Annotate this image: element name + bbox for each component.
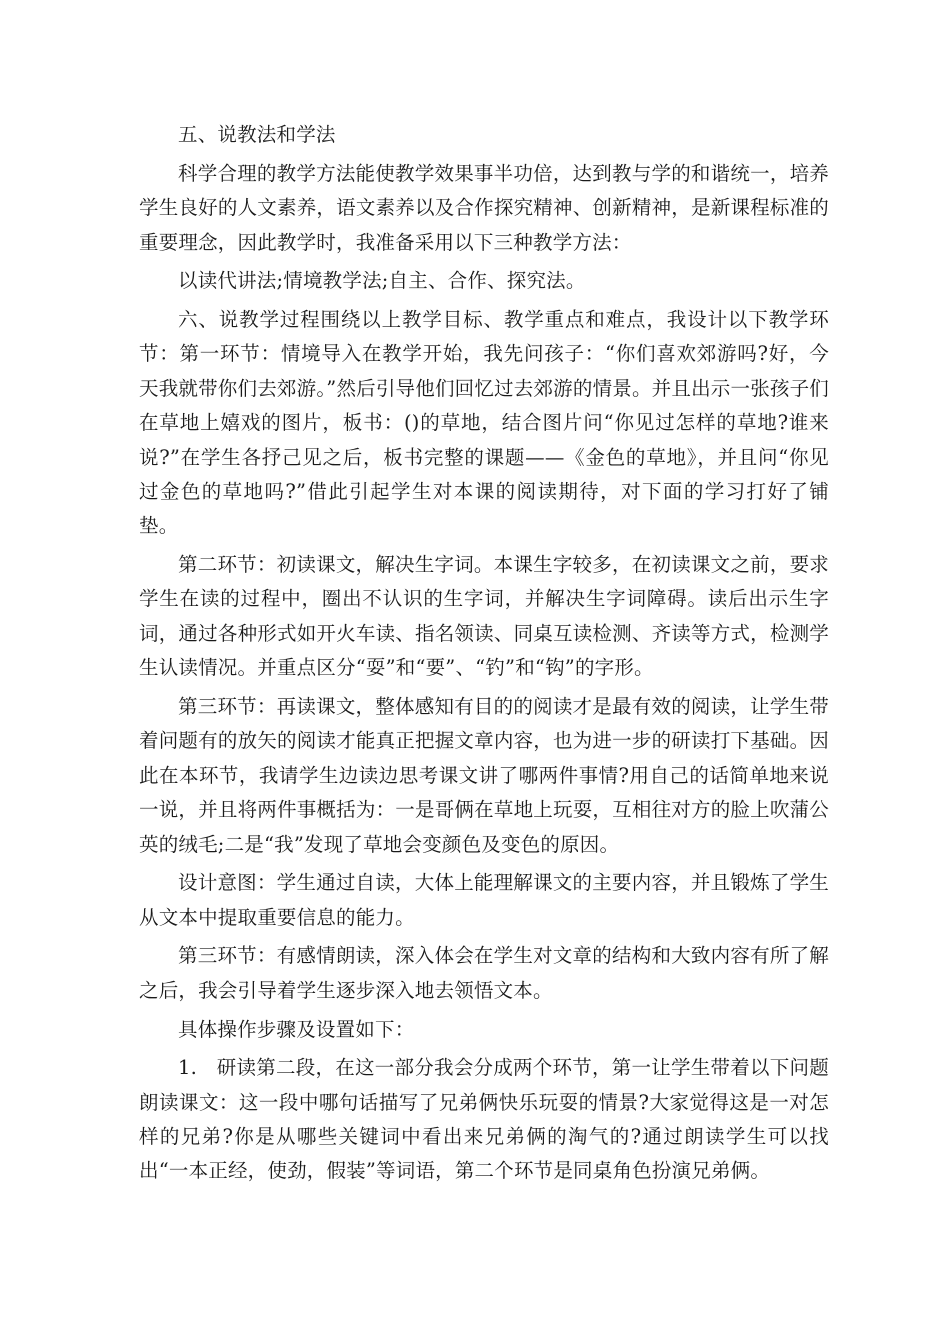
paragraph: 设计意图：学生通过自读，大体上能理解课文的主要内容，并且锻炼了学生从文本中提取重要信息的能力。 [139,871,829,929]
section-heading: 五、说教法和学法 [178,123,336,146]
paragraph: 科学合理的教学方法能使教学效果事半功倍，达到教与学的和谐统一，培养学生良好的人文素养，语文素养以及合作探究精神、创新精神，是新课程标准的重要理念，因此教学时，我准备采用以下三种教学方法： [139,161,829,254]
paragraph: 具体操作步骤及设置如下： [178,1017,415,1041]
paragraph: 第二环节：初读课文，解决生字词。本课生字较多，在初读课文之前，要求学生在读的过程中，圈出不认识的生字词，并解决生字词障碍。读后出示生字词，通过各种形式如开火车读、指名领读、同桌互读检测、齐读等方式，检测学生认读情况。并重点区分“耍”和“要”、“钓”和“钩”的字形。 [139,553,829,680]
list-item: 1. 研读第二段，在这一部分我会分成两个环节，第一让学生带着以下问题朗读课文：这一段中哪句话描写了兄弟俩快乐玩耍的情景?大家觉得这是一对怎样的兄弟?你是从哪些关键词中看出来兄弟俩的淘气的?通过朗读学生可以找出“一本正经，使劲，假装”等词语，第二个环节是同桌角色扮演兄弟俩。 [139,1056,829,1183]
paragraph: 第三环节：再读课文，整体感知有目的的阅读才是最有效的阅读，让学生带着问题有的放矢的阅读才能真正把握文章内容，也为进一步的研读打下基础。因此在本环节，我请学生边读边思考课文讲了哪两件事情?用自己的话简单地来说一说，并且将两件事概括为：一是哥俩在草地上玩耍，互相往对方的脸上吹蒲公英的绒毛;二是“我”发现了草地会变颜色及变色的原因。 [139,694,829,856]
paragraph: 第三环节：有感情朗读，深入体会在学生对文章的结构和大致内容有所了解之后，我会引导着学生逐步深入地去领悟文本。 [139,944,829,1002]
paragraph: 六、说教学过程围绕以上教学目标、教学重点和难点，我设计以下教学环节：第一环节：情境导入在教学开始，我先问孩子：“你们喜欢郊游吗?好，今天我就带你们去郊游。”然后引导他们回忆过去郊游的情景。并且出示一张孩子们在草地上嬉戏的图片，板书：()的草地，结合图片问“你见过怎样的草地?谁来说?”在学生各抒己见之后，板书完整的课题——《金色的草地》，并且问“你见过金色的草地吗?”借此引起学生对本课的阅读期待，对下面的学习打好了铺垫。 [139,307,829,538]
paragraph: 以读代讲法;情境教学法;自主、合作、探究法。 [178,269,586,293]
document-body [139,118,829,1193]
